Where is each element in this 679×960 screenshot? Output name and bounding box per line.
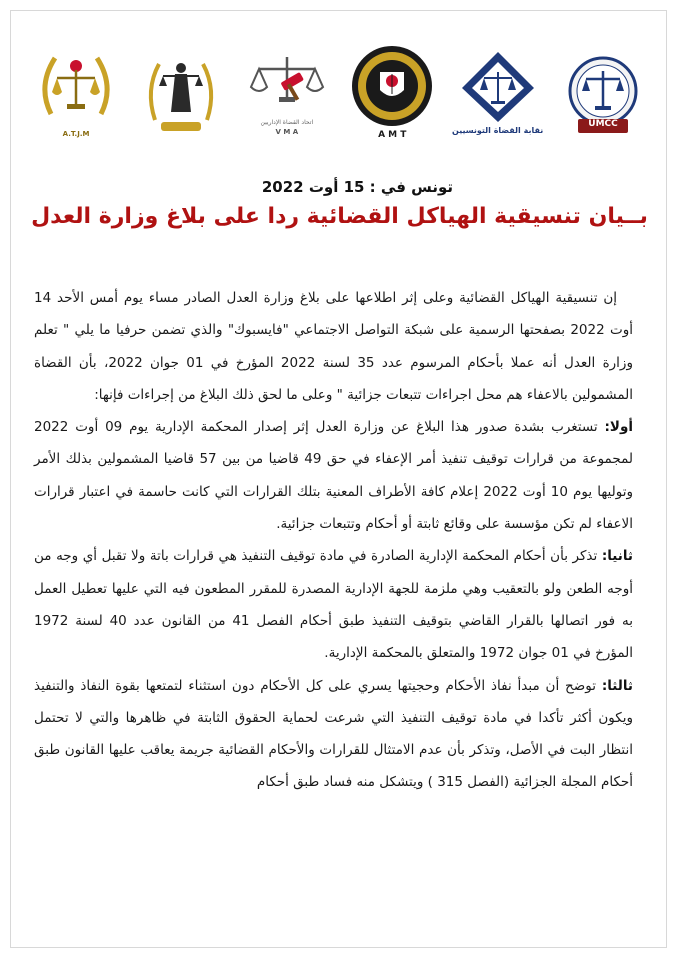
justice-statue-icon	[141, 50, 221, 134]
section-first	[34, 411, 633, 540]
section-third-lead: ثالثا:	[601, 677, 633, 694]
judges-union-logo	[452, 42, 544, 142]
intro-paragraph: إن تنسيقية الهياكل القضائية وعلى إثر اطلاعها على بلاغ وزارة العدل الصادر مساء يوم أمس الأحد 14 أوت 2022 بصفحتها الرسمية على شبكة التواصل الاجتماعي "فايسبوك" والذي تضمن حرفيا ما يلي " تعلم وزارة العدل أنه عملا بأحكام المرسوم عدد 35 لسنة 2022 المؤرخ في 01 جوان 2022، بأن القضاة المشمولين بالاعفاء هم محل اجراءات تتبعات جزائية " وعلى ما لحق ذلك البلاغ من إجراءات فإنها:	[34, 290, 633, 403]
umcc-logo	[557, 42, 649, 142]
logo-bar	[30, 42, 649, 142]
laurel-scales-icon	[35, 46, 117, 128]
diamond-scales-icon	[458, 50, 538, 124]
amt-caption: A M T	[378, 130, 407, 140]
young-judges-logo	[241, 42, 333, 142]
women-judges-logo	[135, 42, 227, 142]
page-title: بــيان تنسيقية الهياكل القضائية ردا على بلاغ وزارة العدل	[31, 204, 648, 229]
atjm-logo	[30, 42, 122, 142]
section-second-lead: ثانيا:	[601, 548, 633, 565]
section-first-lead: أولا:	[604, 419, 634, 436]
date-line: تونس في : 15 أوت 2022	[261, 178, 453, 196]
section-first-text: تستغرب بشدة صدور هذا البلاغ عن وزارة العدل إثر إصدار المحكمة الإدارية يوم 09 أوت 2022 لمجموعة من قرارات توقيف تنفيذ أمر الإعفاء في حق 49 قاضيا من بين 57 قاضيا المشمولين بذلك الأمر وتوليها يوم 10 أوت 2022 إعلام كافة الأطراف المعنية بتلك القرارات التي كانت حاسمة في اعتبار قرارات الاعفاء لم تكن مؤسسة على وقائع ثابتة أو أحكام وتتبعات جزائية.	[34, 419, 633, 533]
section-second	[34, 540, 633, 669]
section-second-text: تذكر بأن أحكام المحكمة الإدارية الصادرة في مادة توقيف التنفيذ هي قرارات باتة ولا تقبل أي وجه من أوجه الطعن ولو بالتعقيب وهي ملزمة للجهة الإدارية المصدرة للمقرر المطعون فيه التي عليها تعطيل العمل به فور اتصالها بالقرار القاضي بتوقيف التنفيذ طبق أحكام الفصل 41 من القانون عدد 40 لسنة 1972 المؤرخ في 01 جوان 1972 والمتعلق بالمحكمة الإدارية.	[34, 548, 634, 662]
amt-logo	[346, 42, 438, 142]
gavel-scales-icon	[245, 49, 329, 119]
section-third	[34, 670, 633, 799]
atjm-caption: A.T.J.M	[62, 130, 90, 138]
amt-seal-icon	[350, 44, 434, 128]
young-judges-sub: اتحاد القضاة الإداريين	[260, 118, 314, 126]
judges-union-caption: نقابة القضاة التونسيين	[452, 125, 544, 135]
section-third-text: توضح أن مبدأ نفاذ الأحكام وحجيتها يسري على كل الأحكام دون استثناء لتمتعها بقوة النفاذ والتنفيذ ويكون أكثر تأكدا في مادة توقيف التنفيذ التي شرعت لحماية الحقوق الثابتة في ظاهرها والتي لا تحتمل انتظار البت في الأصل، وتذكر بأن عدم الامتثال للقرارات والأحكام القضائية جريمة يعاقب عليها القانون طبق أحكام المجلة الجزائية (الفصل 315 ) ويتشكل منه فساد طبق أحكام	[34, 677, 633, 791]
young-judges-caption: V M A	[275, 127, 299, 136]
umcc-caption: UMCC	[588, 119, 618, 129]
statement-body	[34, 282, 633, 799]
